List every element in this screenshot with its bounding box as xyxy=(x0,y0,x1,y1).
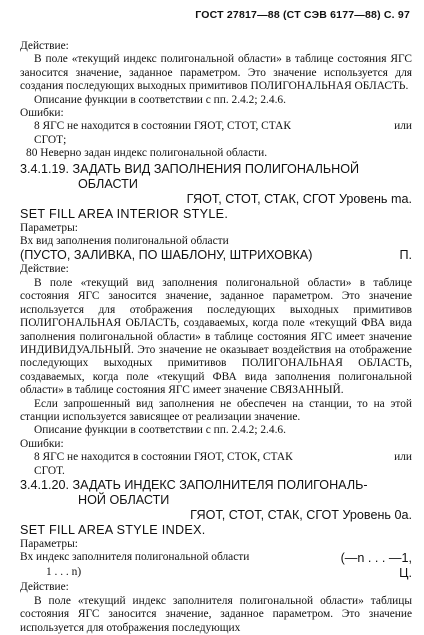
errors-label: Ошибки: xyxy=(20,437,64,450)
running-header: ГОСТ 27817—88 (СТ СЭВ 6177—88) С. 97 xyxy=(195,9,410,21)
section-3-4-1-19-title xyxy=(20,162,412,192)
error-8-continuation: СГОТ; xyxy=(34,133,67,146)
error-80: 80 Неверно задан индекс полигональной области. xyxy=(26,147,268,160)
input-parameter: Вх индекс заполнителя полигональной области xyxy=(20,551,250,564)
error-8-or: или xyxy=(394,451,412,464)
section-title-line-2: ОБЛАСТИ xyxy=(78,176,138,191)
error-8 xyxy=(20,451,412,464)
error-8-text: 8 ЯГС не находится в состоянии ГЯОТ, СТОТ, СТАК xyxy=(34,120,291,133)
section-level: ГЯОТ, СТОТ, СТАК, СГОТ Уровень ma. xyxy=(186,191,412,206)
errors-label: Ошибки: xyxy=(20,107,64,120)
action-paragraph: В поле «текущий индекс заполнителя полигональной области» таблицы состояния ЯГС заносится значение, заданное параметром. Это значение используется для отображения последующих xyxy=(20,594,412,634)
description-reference: Описание функции в соответствии с пп. 2.4.2; 2.4.6. xyxy=(34,93,286,106)
parameter-range: (—n . . . —1, xyxy=(340,551,412,566)
input-parameter-row xyxy=(20,551,412,566)
section-title-line-1: 3.4.1.19. ЗАДАТЬ ВИД ЗАПОЛНЕНИЯ ПОЛИГОНАЛЬНОЙ xyxy=(20,161,360,176)
parameters-label: Параметры: xyxy=(20,221,78,234)
note-paragraph: Если запрошенный вид заполнения не обеспечен на станции, то на этой станции используется зависящее от реализации значение. xyxy=(20,397,412,423)
parameter-enum-type: П. xyxy=(399,248,412,263)
page-content xyxy=(20,40,412,635)
parameters-label: Параметры: xyxy=(20,537,78,550)
description-reference: Описание функции в соответствии с пп. 2.4.2; 2.4.6. xyxy=(34,424,286,437)
section-level: ГЯОТ, СТОТ, СТАК, СГОТ Уровень 0a. xyxy=(190,507,412,522)
section-title-line-2: НОЙ ОБЛАСТИ xyxy=(78,492,170,507)
action-label: Действие: xyxy=(20,263,69,276)
action-label: Действие: xyxy=(20,40,69,52)
parameter-range-row xyxy=(20,566,412,581)
section-3-4-1-20-title xyxy=(20,478,412,508)
error-8-text: 8 ЯГС не находится в состоянии ГЯОТ, СТОК, СТАК xyxy=(34,451,293,464)
action-label: Действие: xyxy=(20,581,69,594)
input-parameter: Вх вид заполнения полигональной области xyxy=(20,235,229,248)
action-paragraph: В поле «текущий вид заполнения полигональной области» в таблице состояния ЯГС заносится значение, заданное параметром. Это значение используется для отображения последующих выходных примитивов ПОЛИГОНАЛЬНАЯ ОБЛАСТЬ, создаваемых, когда поле «текущий ФВА вида заполнения полигональной области» в таблице состояния ЯГС имеет значение ИНДИВИДУАЛЬНЫЙ. Это значение не оказывает воздействия на отображение последующих выходных примитивов ПОЛИГОНАЛЬНАЯ ОБЛАСТЬ, создаваемых, когда поле «текущий ФВА вида заполнения полигональной области» в таблице состояния ЯГС имеет значение СВЯЗАННЫЙ. xyxy=(20,276,412,397)
parameter-enum-values: (ПУСТО, ЗАЛИВКА, ПО ШАБЛОНУ, ШТРИХОВКА) xyxy=(20,248,313,263)
section-title-line-1: 3.4.1.20. ЗАДАТЬ ИНДЕКС ЗАПОЛНИТЕЛЯ ПОЛИГОНАЛЬ- xyxy=(20,477,368,492)
parameter-type: Ц. xyxy=(399,566,412,581)
english-name: SET FILL AREA STYLE INDEX. xyxy=(20,522,206,537)
parameter-enum xyxy=(20,248,412,263)
action-paragraph: В поле «текущий индекс полигональной области» в таблице состояния ЯГС заносится значение, заданное параметром. Это значение используется для создания последующих выходных примитивов ПОЛИГОНАЛЬНАЯ ОБЛАСТЬ. xyxy=(20,53,412,93)
error-8 xyxy=(20,120,412,133)
english-name: SET FILL AREA INTERIOR STYLE. xyxy=(20,206,229,221)
parameter-range-cont: 1 . . . n) xyxy=(46,566,82,579)
error-8-continuation: СГОТ. xyxy=(34,464,65,477)
error-8-or: или xyxy=(394,120,412,133)
